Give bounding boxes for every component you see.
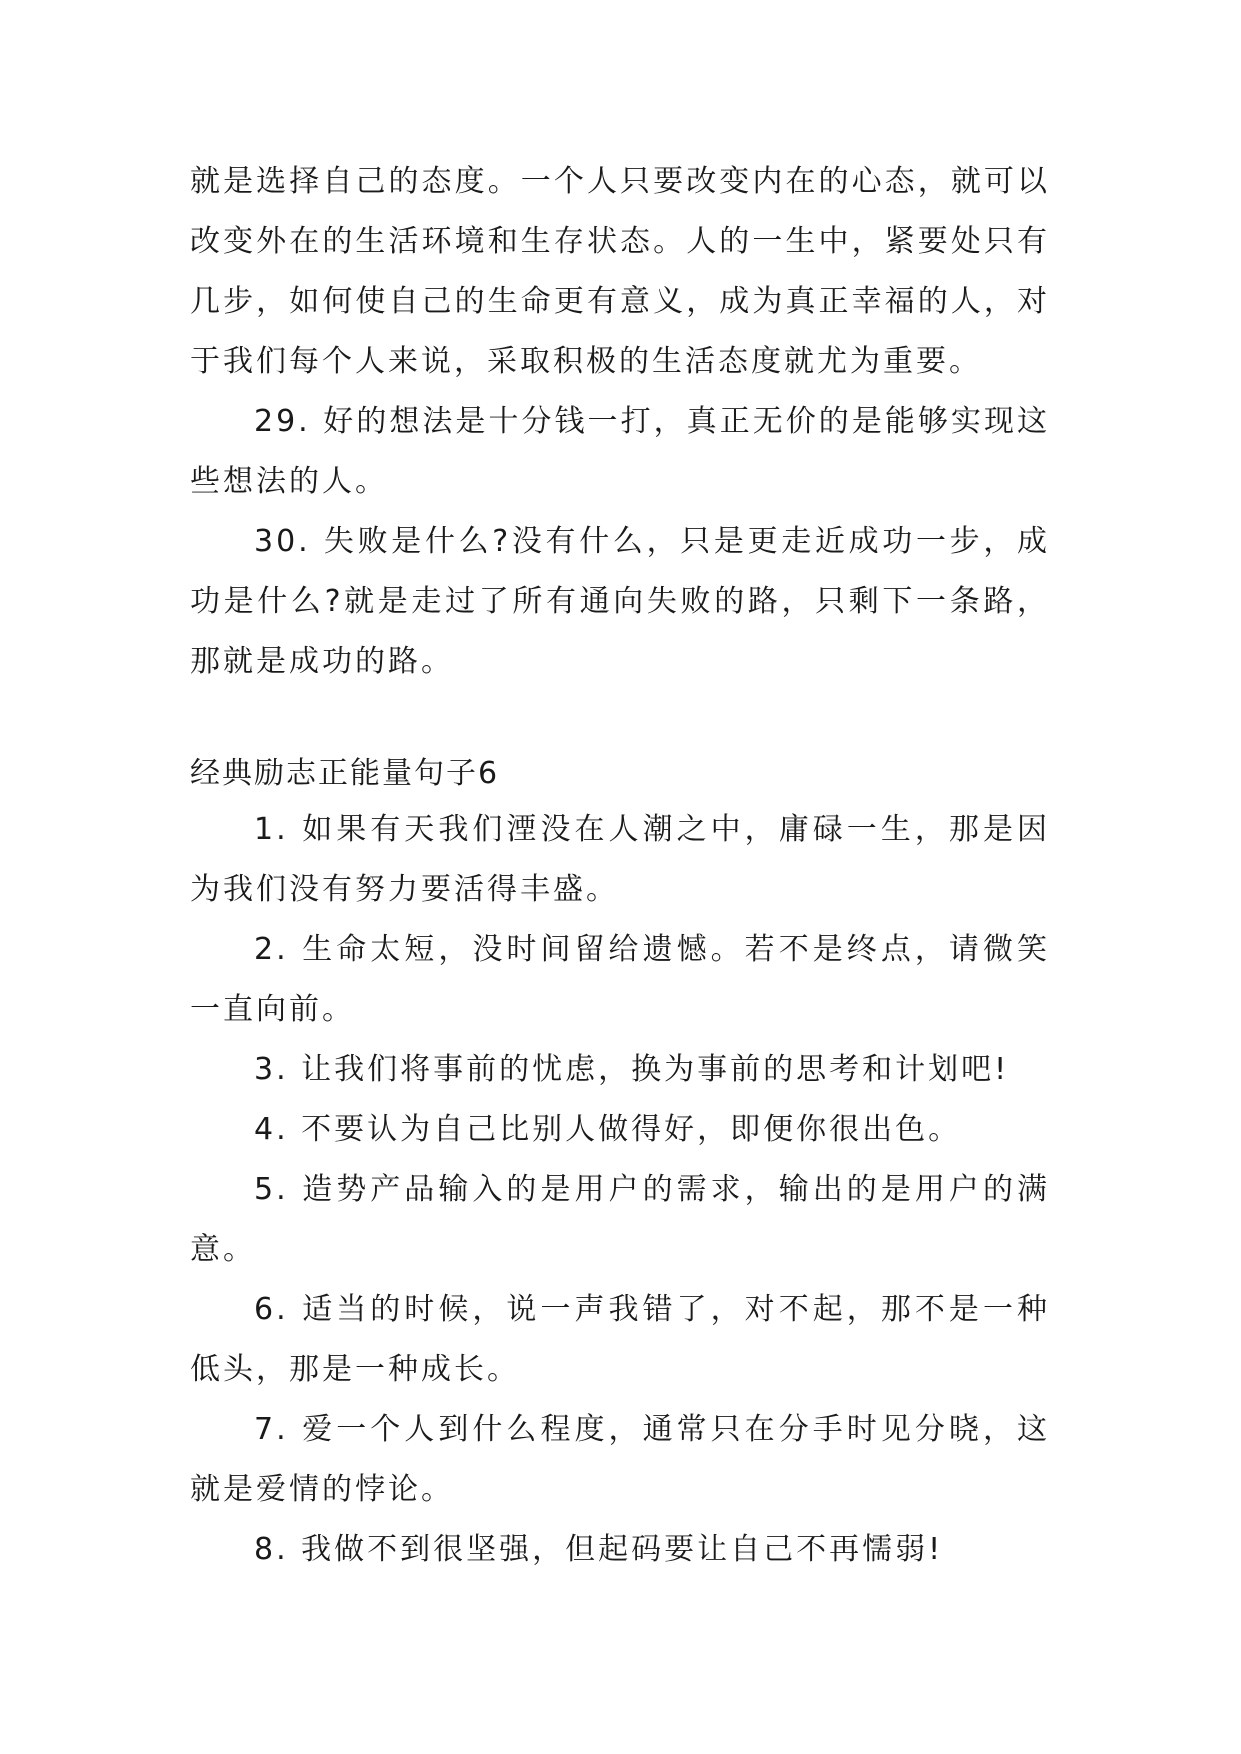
section-heading: 经典励志正能量句子6	[190, 756, 500, 791]
list-item-4: 4. 不要认为自己比别人做得好，即便你很出色。	[254, 1112, 962, 1147]
continuation-paragraph: 就是选择自己的态度。一个人只要改变内在的心态，就可以改变外在的生活环境和生存状态。人的一生中，紧要处只有几步，如何使自己的生命更有意义，成为真正幸福的人，对于我们每个人来说，采取积极的生活态度就尤为重要。	[190, 164, 1050, 379]
list-item-29: 29. 好的想法是十分钱一打，真正无价的是能够实现这些想法的人。	[190, 404, 1050, 499]
top-text-block	[190, 152, 1050, 692]
list-item-1: 1. 如果有天我们湮没在人潮之中，庸碌一生，那是因为我们没有努力要活得丰盛。	[190, 812, 1050, 907]
section-6-list	[190, 800, 1050, 1580]
list-item-30: 30. 失败是什么?没有什么，只是更走近成功一步，成功是什么?就是走过了所有通向失败的路，只剩下一条路，那就是成功的路。	[190, 524, 1050, 679]
list-item-7: 7. 爱一个人到什么程度，通常只在分手时见分晓，这就是爱情的悖论。	[190, 1412, 1050, 1507]
list-item-2: 2. 生命太短，没时间留给遗憾。若不是终点，请微笑一直向前。	[190, 932, 1050, 1027]
list-item-3: 3. 让我们将事前的忧虑，换为事前的思考和计划吧!	[254, 1052, 1010, 1087]
list-item-5: 5. 造势产品输入的是用户的需求，输出的是用户的满意。	[190, 1172, 1050, 1267]
list-item-8: 8. 我做不到很坚强，但起码要让自己不再懦弱!	[254, 1532, 944, 1567]
list-item-6: 6. 适当的时候，说一声我错了，对不起，那不是一种低头，那是一种成长。	[190, 1292, 1050, 1387]
